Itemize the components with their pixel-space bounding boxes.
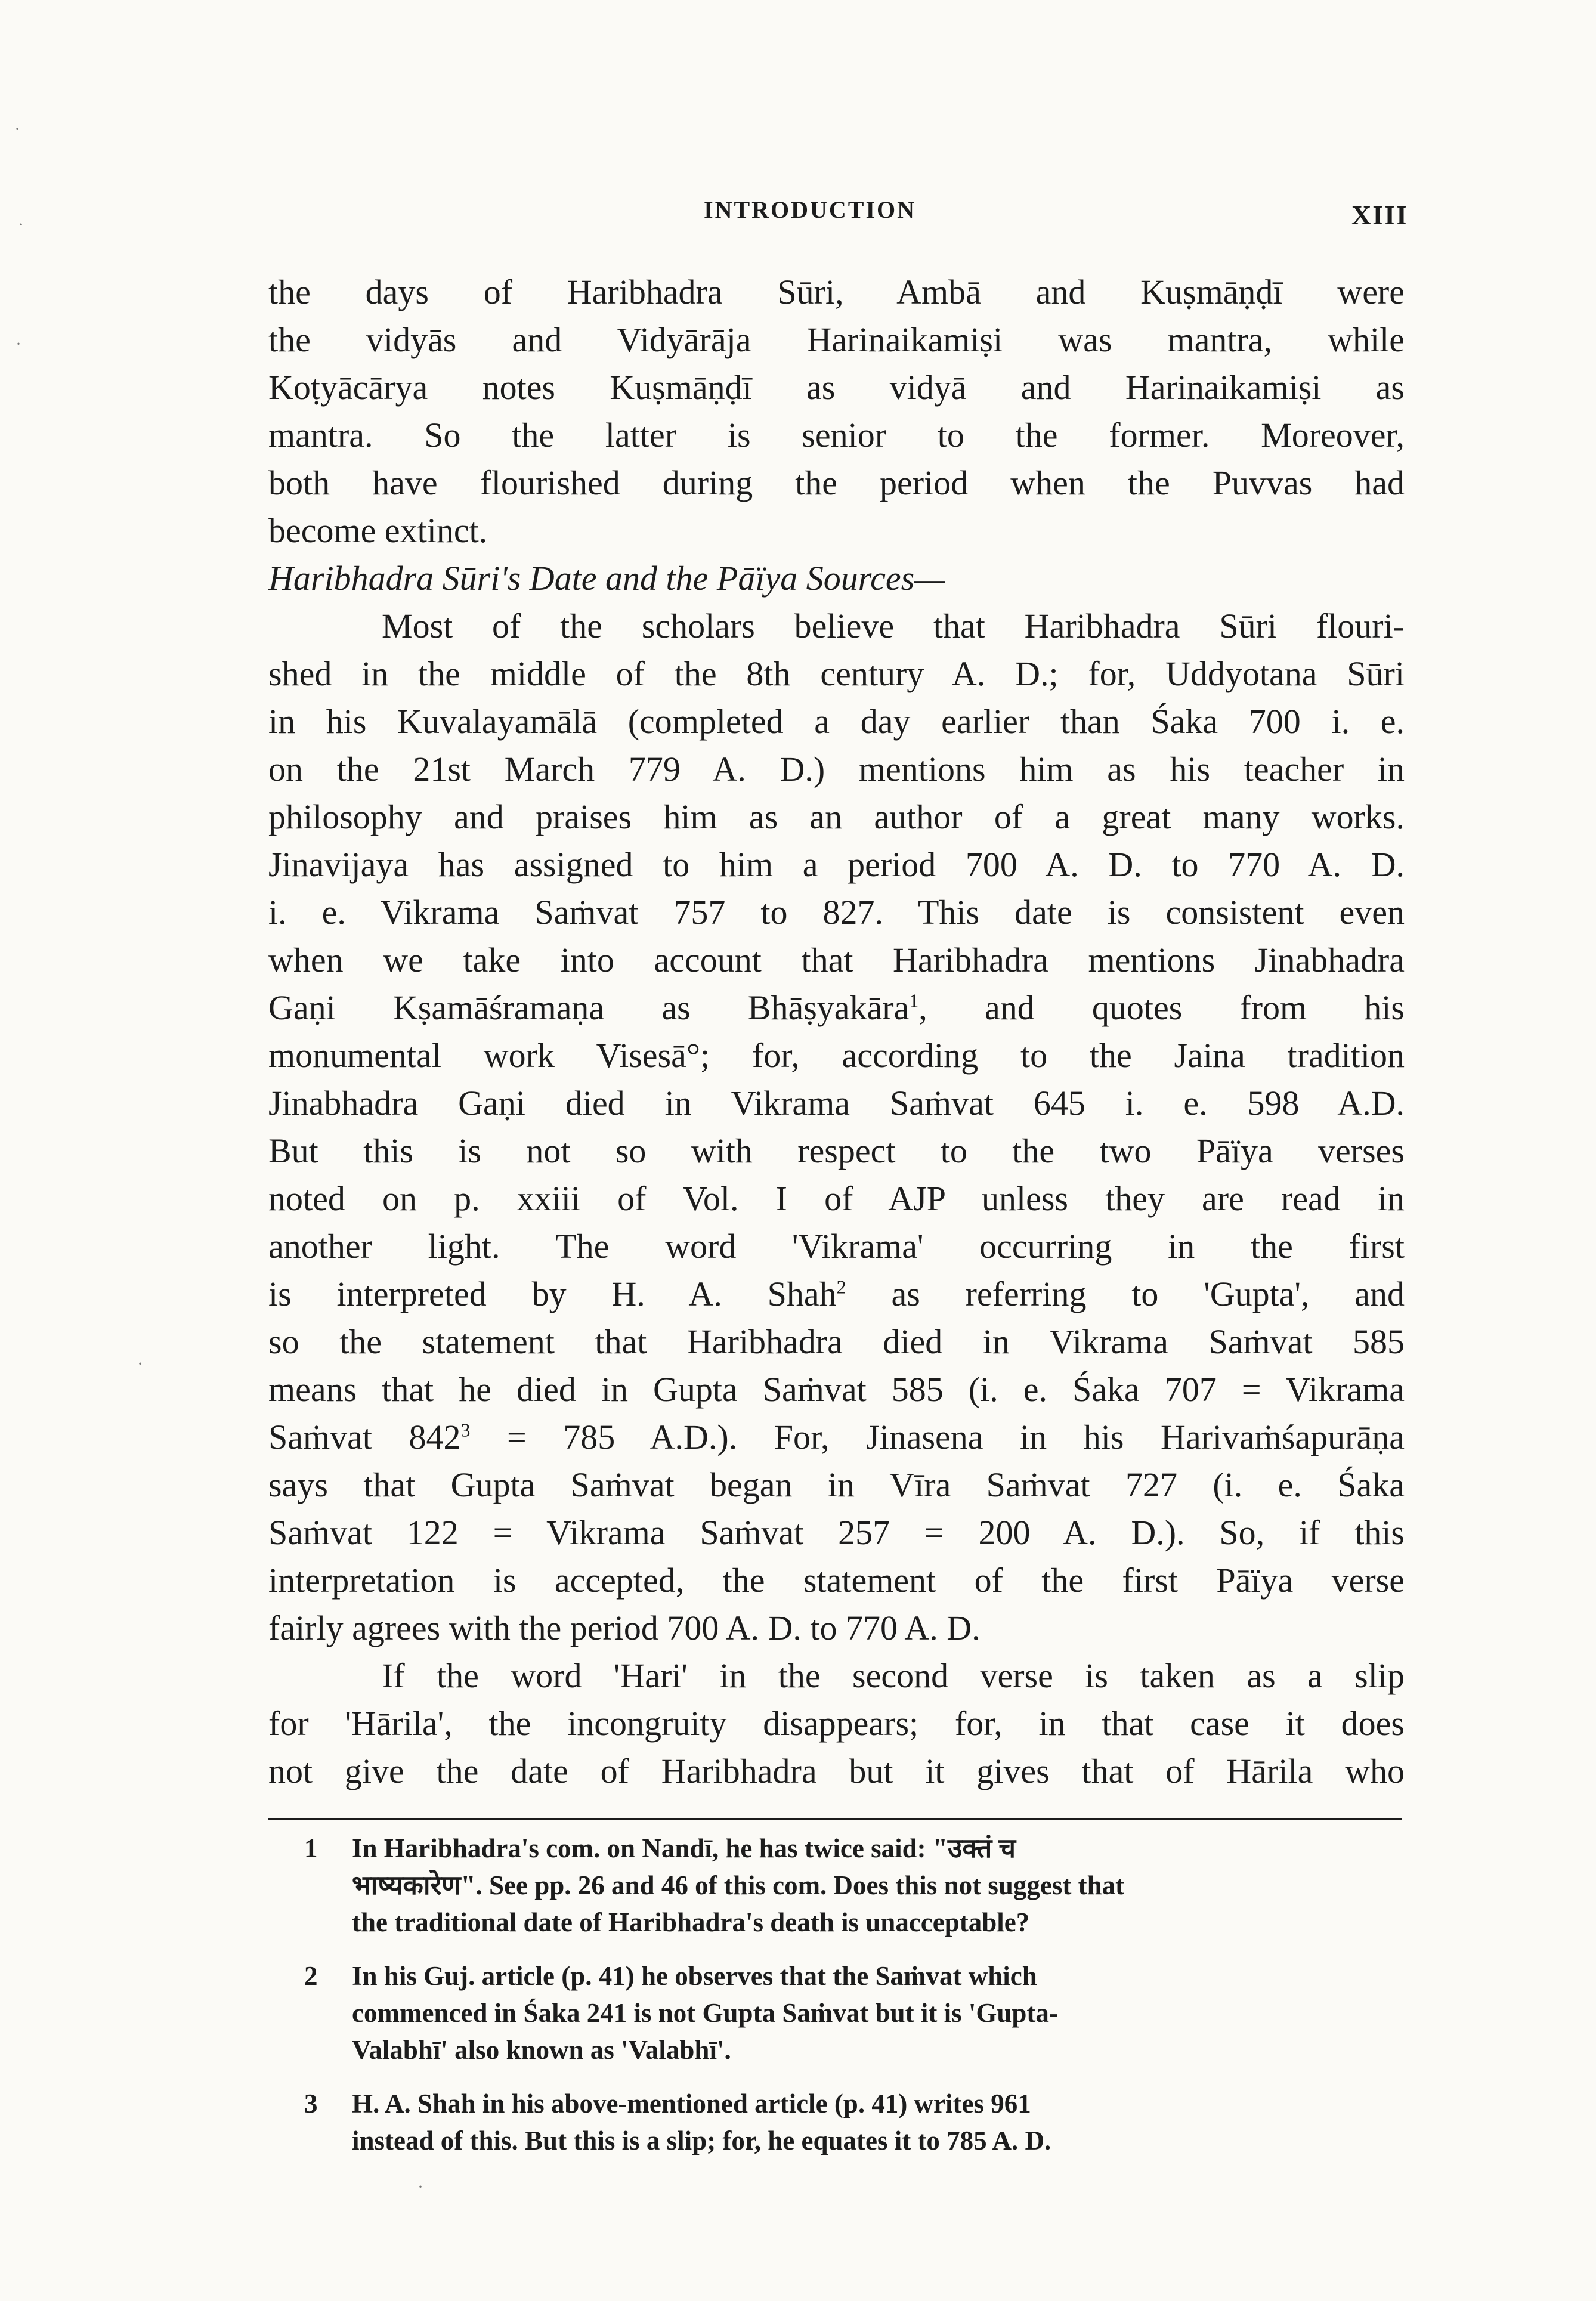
scan-mark: · <box>16 334 21 354</box>
footnote-ref-1: 1 <box>909 990 919 1012</box>
footnote-2-line <box>304 1957 1396 1994</box>
text-segment: Gaṇi Kṣamāśramaṇa as Bhāṣyakāra <box>268 988 910 1027</box>
text-line: in his Kuvalayamālā (completed a day earlier than Śaka 700 i. e. <box>268 702 1405 741</box>
text-line: on the 21st March 779 A. D.) mentions him as his teacher in <box>268 750 1405 788</box>
scan-mark: · <box>14 119 20 139</box>
footnote-number: 2 <box>304 1961 318 1991</box>
text-line: philosophy and praises him as an author of a great many works. <box>268 797 1405 836</box>
text-line: Jinabhadra Gaṇi died in Vikrama Saṁvat 645 i. e. 598 A.D. <box>268 1084 1405 1122</box>
text-line: so the statement that Haribhadra died in Vikrama Saṁvat 585 <box>268 1322 1405 1361</box>
footnote-number: 1 <box>304 1833 318 1863</box>
footnotes <box>304 1830 1396 2159</box>
text-line: shed in the middle of the 8th century A. D.; for, Uddyotana Sūri <box>268 654 1405 693</box>
text-segment: Saṁvat 842 <box>268 1418 461 1456</box>
page-header <box>0 190 1596 237</box>
footnote-divider <box>268 1818 1402 1820</box>
text-line: not give the date of Haribhadra but it gives that of Hārila who <box>268 1752 1405 1790</box>
text-line: mantra. So the latter is senior to the former. Moreover, <box>268 416 1405 454</box>
text-line: If the word 'Hari' in the second verse is taken as a slip <box>382 1656 1405 1695</box>
text-line: i. e. Vikrama Saṁvat 757 to 827. This date is consistent even <box>268 893 1405 932</box>
text-line: Most of the scholars believe that Haribhadra Sūri flouri- <box>382 607 1405 645</box>
text-line: become extinct. <box>268 511 488 550</box>
footnote-3-line: instead of this. But this is a slip; for, he equates it to 785 A. D. <box>352 2126 1051 2155</box>
footnote-2-line: commenced in Śaka 241 is not Gupta Saṁvat but it is 'Gupta- <box>352 1998 1058 2028</box>
page-number: XIII <box>1351 200 1408 230</box>
text-line: means that he died in Gupta Saṁvat 585 (i. e. Śaka 707 = Vikrama <box>268 1370 1405 1409</box>
text-line <box>268 984 1405 1032</box>
footnote-text: In Haribhadra's com. on Nandī, he has twice said: "उक्तं च <box>352 1833 1016 1863</box>
text-segment: , and quotes from his <box>918 988 1405 1027</box>
footnote-1-line: the traditional date of Haribhadra's death is unacceptable? <box>352 1907 1030 1937</box>
text-line: another light. The word 'Vikrama' occurring in the first <box>268 1227 1405 1266</box>
text-line: fairly agrees with the period 700 A. D. to 770 A. D. <box>268 1609 981 1647</box>
footnote-3-line <box>304 2085 1396 2122</box>
footnote-2-line: Valabhī' also known as 'Valabhī'. <box>352 2035 731 2065</box>
text-line <box>268 1270 1405 1318</box>
running-head: INTRODUCTION <box>704 196 917 223</box>
main-text <box>268 268 1405 1795</box>
text-segment: = 785 A.D.). For, Jinasena in his Harivaṁśapurāṇa <box>470 1418 1405 1456</box>
footnote-text: H. A. Shah in his above-mentioned article (p. 41) writes 961 <box>352 2089 1031 2118</box>
scan-mark: · <box>18 215 24 234</box>
text-line: the vidyās and Vidyārāja Harinaikamiṣi was mantra, while <box>268 320 1405 359</box>
text-line: when we take into account that Haribhadra mentions Jinabhadra <box>268 941 1405 979</box>
scan-mark: · <box>417 2177 423 2197</box>
text-line: for 'Hārila', the incongruity disappears; for, in that case it does <box>268 1704 1405 1743</box>
text-line: noted on p. xxiii of Vol. I of AJP unless they are read in <box>268 1179 1405 1218</box>
footnote-1-line: भाष्यकारेण". See pp. 26 and 46 of this com. Does this not suggest that <box>352 1870 1125 1900</box>
section-heading: Haribhadra Sūri's Date and the Pāïya Sources— <box>268 559 945 598</box>
scan-mark: · <box>137 1354 143 1374</box>
footnote-1-line <box>304 1830 1396 1867</box>
text-line <box>268 1414 1405 1461</box>
text-line: monumental work Visesā°; for, according to the Jaina tradition <box>268 1036 1405 1075</box>
text-line: says that Gupta Saṁvat began in Vīra Saṁvat 727 (i. e. Śaka <box>268 1465 1405 1504</box>
text-line: interpretation is accepted, the statement of the first Pāïya verse <box>268 1561 1405 1600</box>
text-line: Saṁvat 122 = Vikrama Saṁvat 257 = 200 A. D.). So, if this <box>268 1513 1405 1552</box>
text-line: Koṭyācārya notes Kuṣmāṇḍī as vidyā and Harinaikamiṣi as <box>268 368 1405 407</box>
footnote-number: 3 <box>304 2089 318 2118</box>
text-line: Jinavijaya has assigned to him a period 700 A. D. to 770 A. D. <box>268 845 1405 884</box>
footnote-text: In his Guj. article (p. 41) he observes that the Saṁvat which <box>352 1961 1037 1991</box>
text-segment: is interpreted by H. A. Shah <box>268 1275 837 1313</box>
text-line: But this is not so with respect to the two Pāïya verses <box>268 1131 1405 1170</box>
text-segment: as referring to 'Gupta', and <box>846 1275 1405 1313</box>
text-line: the days of Haribhadra Sūri, Ambā and Kuṣmāṇḍī were <box>268 273 1405 311</box>
footnote-ref-2: 2 <box>836 1276 846 1298</box>
footnote-ref-3: 3 <box>460 1419 471 1441</box>
text-line: both have flourished during the period when the Puvvas had <box>268 463 1405 502</box>
